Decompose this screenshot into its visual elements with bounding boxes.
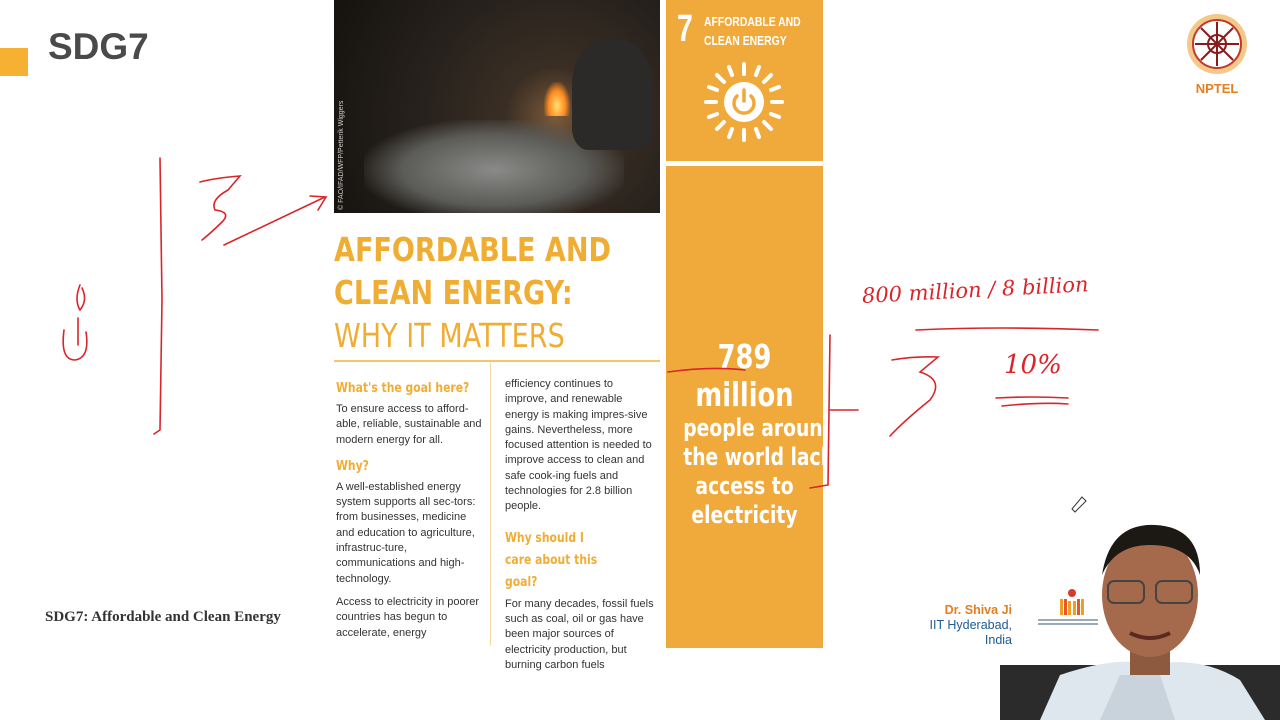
author-name: Dr. Shiva Ji	[944, 603, 1012, 617]
section-heading: Why should I care about this goal?	[505, 529, 598, 590]
heading-line: AFFORDABLE AND	[334, 230, 611, 269]
nptel-logo	[1182, 12, 1252, 96]
stat-text: the world lack	[683, 443, 834, 471]
paragraph: For many decades, fossil fuels such as coal, oil or gas have been major sources of electricity production, but burning carbon fuels	[505, 597, 654, 671]
paragraph: A well-established energy system supports all sec-tors: from businesses, medicine and education to agriculture, infrastruc-ture, communications and high-technology.	[336, 480, 476, 585]
text-column-2	[505, 377, 655, 681]
annotation-percent: 10%	[1004, 350, 1062, 380]
slide-title: SDG7	[48, 26, 149, 67]
stat-value: 789 million	[695, 337, 794, 414]
author-institution: IIT Hyderabad, India	[929, 618, 1012, 647]
document-heading	[334, 228, 611, 357]
presenter-video	[1000, 515, 1280, 720]
column-divider	[490, 362, 491, 646]
accent-block	[0, 48, 28, 76]
paragraph: Access to electricity in poorer countries has begun to accelerate, energy	[336, 595, 480, 639]
goal-number: 7	[677, 8, 693, 50]
statistic	[666, 337, 837, 530]
pen-cursor-icon	[1072, 497, 1086, 512]
text-column-1	[336, 378, 486, 649]
goal-name-line: AFFORDABLE AND	[704, 14, 801, 29]
stat-text: people around	[683, 414, 837, 442]
cooking-fire-photo	[334, 0, 660, 213]
nptel-label: NPTEL	[1195, 81, 1239, 96]
goal-name-line: CLEAN ENERGY	[704, 33, 787, 48]
sun-power-icon	[702, 60, 786, 144]
annotation-note: 800 million / 8 billion	[861, 272, 1089, 308]
section-heading: Why?	[336, 457, 369, 474]
paragraph: efficiency continues to improve, and renewable energy is making impres-sive gains. Nevertheless, more focused attention is needed to improve access to clean and safe cook-ing fuels and technologies for 2.8 billion people.	[505, 378, 652, 513]
heading-line: CLEAN ENERGY:	[334, 273, 573, 312]
goal-name	[704, 12, 801, 50]
slide-caption: SDG7: Affordable and Clean Energy	[45, 609, 281, 625]
divider	[334, 360, 660, 362]
paragraph: To ensure access to afford-able, reliable, sustainable and modern energy for all.	[336, 403, 482, 446]
heading-subline: WHY IT MATTERS	[334, 316, 565, 355]
photo-credit: © FAO/IFAD/WFP/Petterik Wiggers	[338, 100, 345, 210]
stat-text: access to	[695, 472, 794, 500]
author-credit	[900, 603, 1012, 648]
nptel-emblem-icon	[1185, 12, 1249, 76]
stat-text: electricity	[691, 501, 798, 529]
section-heading: What's the goal here?	[336, 380, 470, 396]
